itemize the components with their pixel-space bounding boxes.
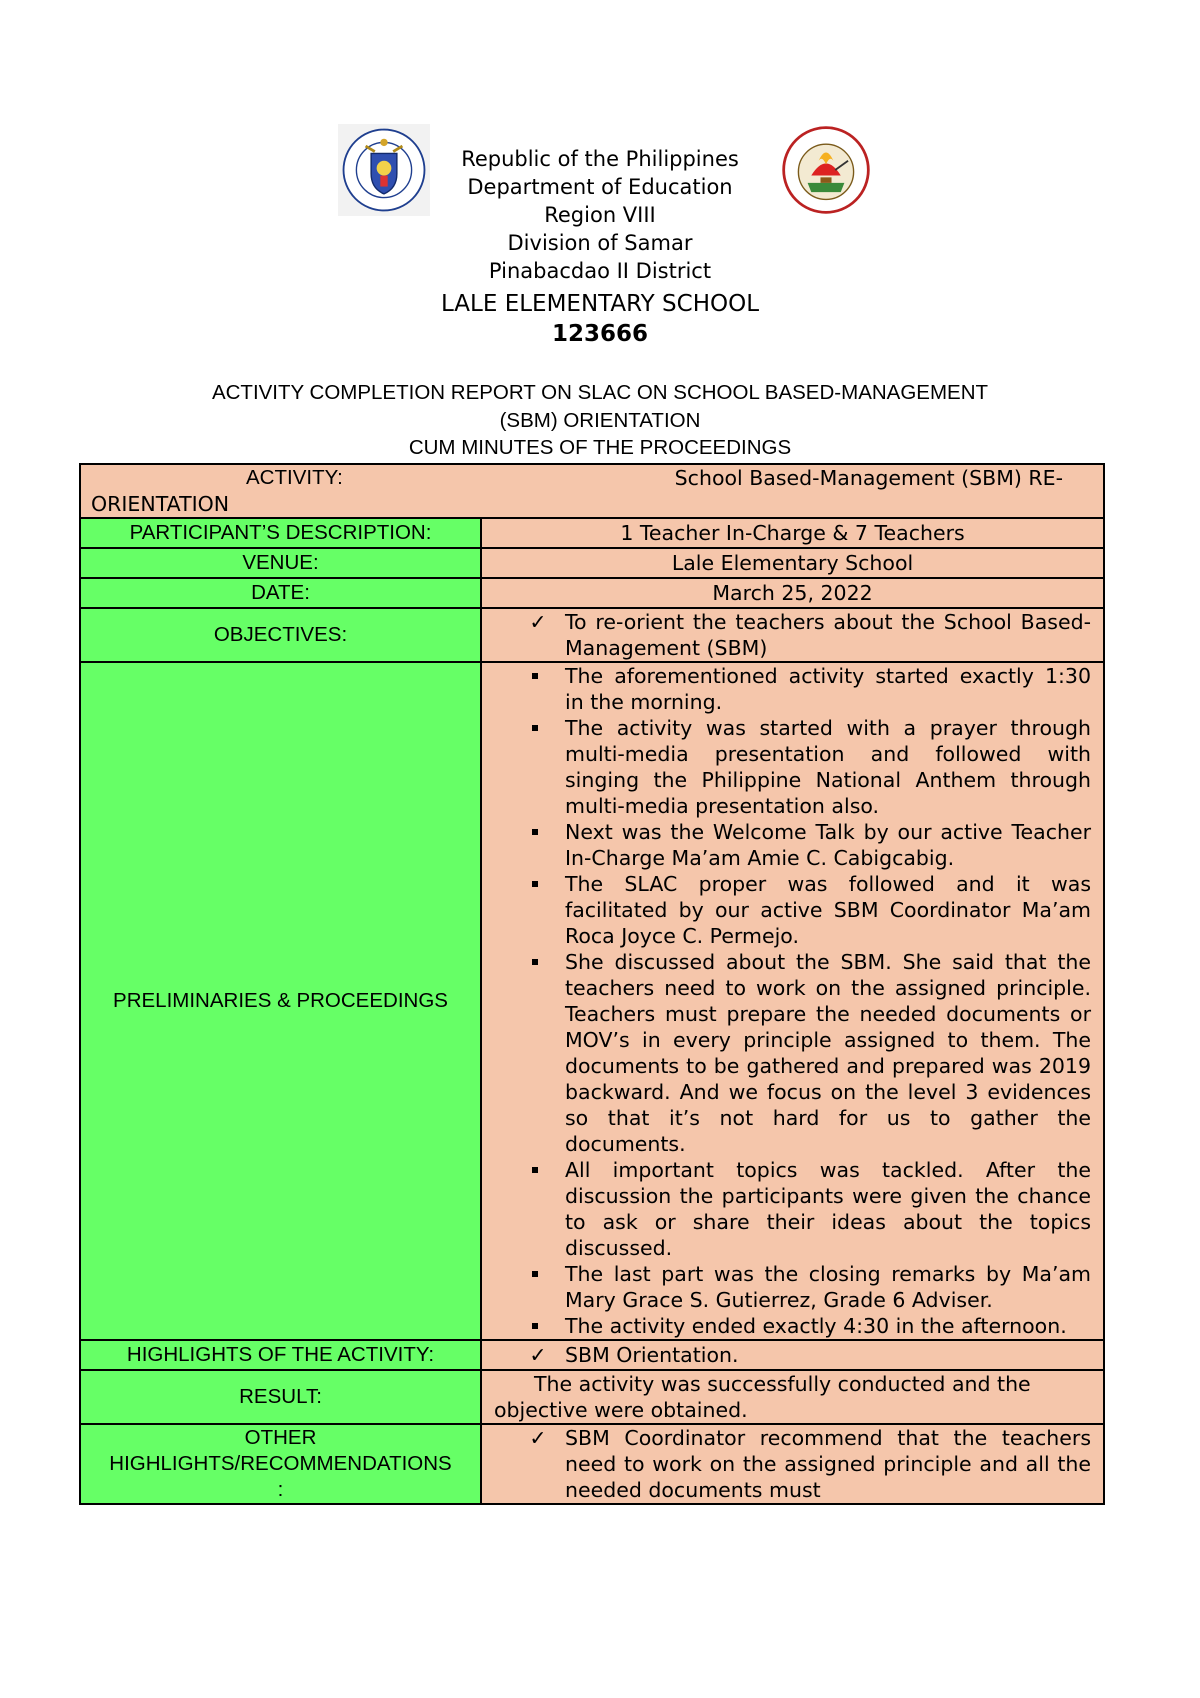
venue-row xyxy=(80,548,1104,578)
activity-cell xyxy=(80,464,1104,518)
proceeding-text: The SLAC proper was followed and it was facilitated by our active SBM Coordinator Ma’am Roca Joyce C. Permejo. xyxy=(565,872,1092,948)
bullet-square-icon xyxy=(532,881,538,887)
report-title-line-1: ACTIVITY COMPLETION REPORT ON SLAC ON SCHOOL BASED-MANAGEMENT xyxy=(211,381,989,404)
division-line: Division of Samar xyxy=(507,231,693,255)
republic-line: Republic of the Philippines xyxy=(461,147,739,171)
other-label-line-1: OTHER xyxy=(244,1426,317,1449)
check-icon: ✓ xyxy=(529,1343,547,1367)
report-table xyxy=(79,463,1105,1505)
school-name: LALE ELEMENTARY SCHOOL xyxy=(440,291,760,317)
activity-label: ACTIVITY: xyxy=(246,466,343,489)
objectives-value xyxy=(481,608,1104,662)
letterhead xyxy=(0,145,1200,349)
objectives-row xyxy=(80,608,1104,662)
bullet-square-icon xyxy=(532,725,538,731)
date-value: March 25, 2022 xyxy=(481,578,1104,608)
bullet-square-icon xyxy=(532,673,538,679)
proceeding-text: The activity ended exactly 4:30 in the afternoon. xyxy=(565,1314,1067,1338)
other-row xyxy=(80,1424,1104,1504)
region-line: Region VIII xyxy=(544,203,656,227)
objective-text: To re-orient the teachers about the School Based-Management (SBM) xyxy=(565,610,1092,660)
bullet-square-icon xyxy=(532,829,538,835)
participants-value: 1 Teacher In-Charge & 7 Teachers xyxy=(481,518,1104,548)
proceeding-item xyxy=(482,1261,1103,1313)
result-value: The activity was successfully conducted and the objective were obtained. xyxy=(481,1370,1104,1424)
highlights-row xyxy=(80,1340,1104,1370)
district-line: Pinabacdao II District xyxy=(488,259,712,283)
check-icon: ✓ xyxy=(529,1426,547,1450)
highlight-text: SBM Orientation. xyxy=(565,1343,739,1367)
school-id: 123666 xyxy=(551,321,649,347)
bullet-square-icon xyxy=(532,1271,538,1277)
proceeding-text: The aforementioned activity started exactly 1:30 in the morning. xyxy=(565,664,1092,714)
bullet-square-icon xyxy=(532,959,538,965)
department-line: Department of Education xyxy=(467,175,733,199)
activity-row xyxy=(80,464,1104,518)
other-label xyxy=(80,1424,481,1504)
proceedings-value xyxy=(481,662,1104,1340)
participants-label: PARTICIPANT’S DESCRIPTION: xyxy=(80,518,481,548)
bullet-square-icon xyxy=(532,1167,538,1173)
bullet-square-icon xyxy=(532,1323,538,1329)
other-label-line-3: : xyxy=(277,1478,284,1501)
proceeding-item xyxy=(482,1313,1103,1339)
venue-value: Lale Elementary School xyxy=(481,548,1104,578)
objective-item xyxy=(482,609,1103,661)
proceeding-text: All important topics was tackled. After the discussion the participants were given the chance to ask or share their ideas about the topics discussed. xyxy=(565,1158,1092,1260)
venue-label: VENUE: xyxy=(80,548,481,578)
result-label: RESULT: xyxy=(80,1370,481,1424)
recommendation-text: SBM Coordinator recommend that the teachers need to work on the assigned principle and all the needed documents must xyxy=(565,1426,1092,1502)
date-row xyxy=(80,578,1104,608)
check-icon: ✓ xyxy=(529,610,547,634)
highlights-label: HIGHLIGHTS OF THE ACTIVITY: xyxy=(80,1340,481,1370)
proceeding-item xyxy=(482,663,1103,715)
report-title-line-3: CUM MINUTES OF THE PROCEEDINGS xyxy=(408,436,792,459)
date-label: DATE: xyxy=(80,578,481,608)
proceeding-item xyxy=(482,819,1103,871)
highlights-value xyxy=(481,1340,1104,1370)
proceedings-row xyxy=(80,662,1104,1340)
proceeding-text: The last part was the closing remarks by Ma’am Mary Grace S. Gutierrez, Grade 6 Adviser. xyxy=(565,1262,1092,1312)
proceeding-item xyxy=(482,715,1103,819)
participants-row xyxy=(80,518,1104,548)
highlight-item xyxy=(482,1342,1103,1368)
proceedings-label: PRELIMINARIES & PROCEEDINGS xyxy=(80,662,481,1340)
other-value xyxy=(481,1424,1104,1504)
proceeding-item xyxy=(482,1157,1103,1261)
report-title-line-2: (SBM) ORIENTATION xyxy=(499,408,701,432)
proceeding-text: Next was the Welcome Talk by our active Teacher In-Charge Ma’am Amie C. Cabigcabig. xyxy=(565,820,1092,870)
recommendation-item xyxy=(482,1425,1103,1503)
other-label-line-2: HIGHLIGHTS/RECOMMENDATIONS xyxy=(109,1452,452,1475)
activity-value-continued: ORIENTATION xyxy=(91,492,230,516)
report-title xyxy=(0,379,1200,462)
objectives-label: OBJECTIVES: xyxy=(80,608,481,662)
activity-value: School Based-Management (SBM) RE- xyxy=(674,466,1064,490)
proceeding-item xyxy=(482,949,1103,1157)
proceeding-text: The activity was started with a prayer through multi-media presentation and followed with singing the Philippine National Anthem through multi-media presentation also. xyxy=(565,716,1092,818)
proceeding-text: She discussed about the SBM. She said that the teachers need to work on the assigned principle. Teachers must prepare the needed documents or MOV’s in every principle assigned to them. The documents to be gathered and prepared was 2019 backward. And we focus on the level 3 evidences so that it’s not hard for us to gather the documents. xyxy=(565,950,1092,1156)
proceeding-item xyxy=(482,871,1103,949)
result-row xyxy=(80,1370,1104,1424)
